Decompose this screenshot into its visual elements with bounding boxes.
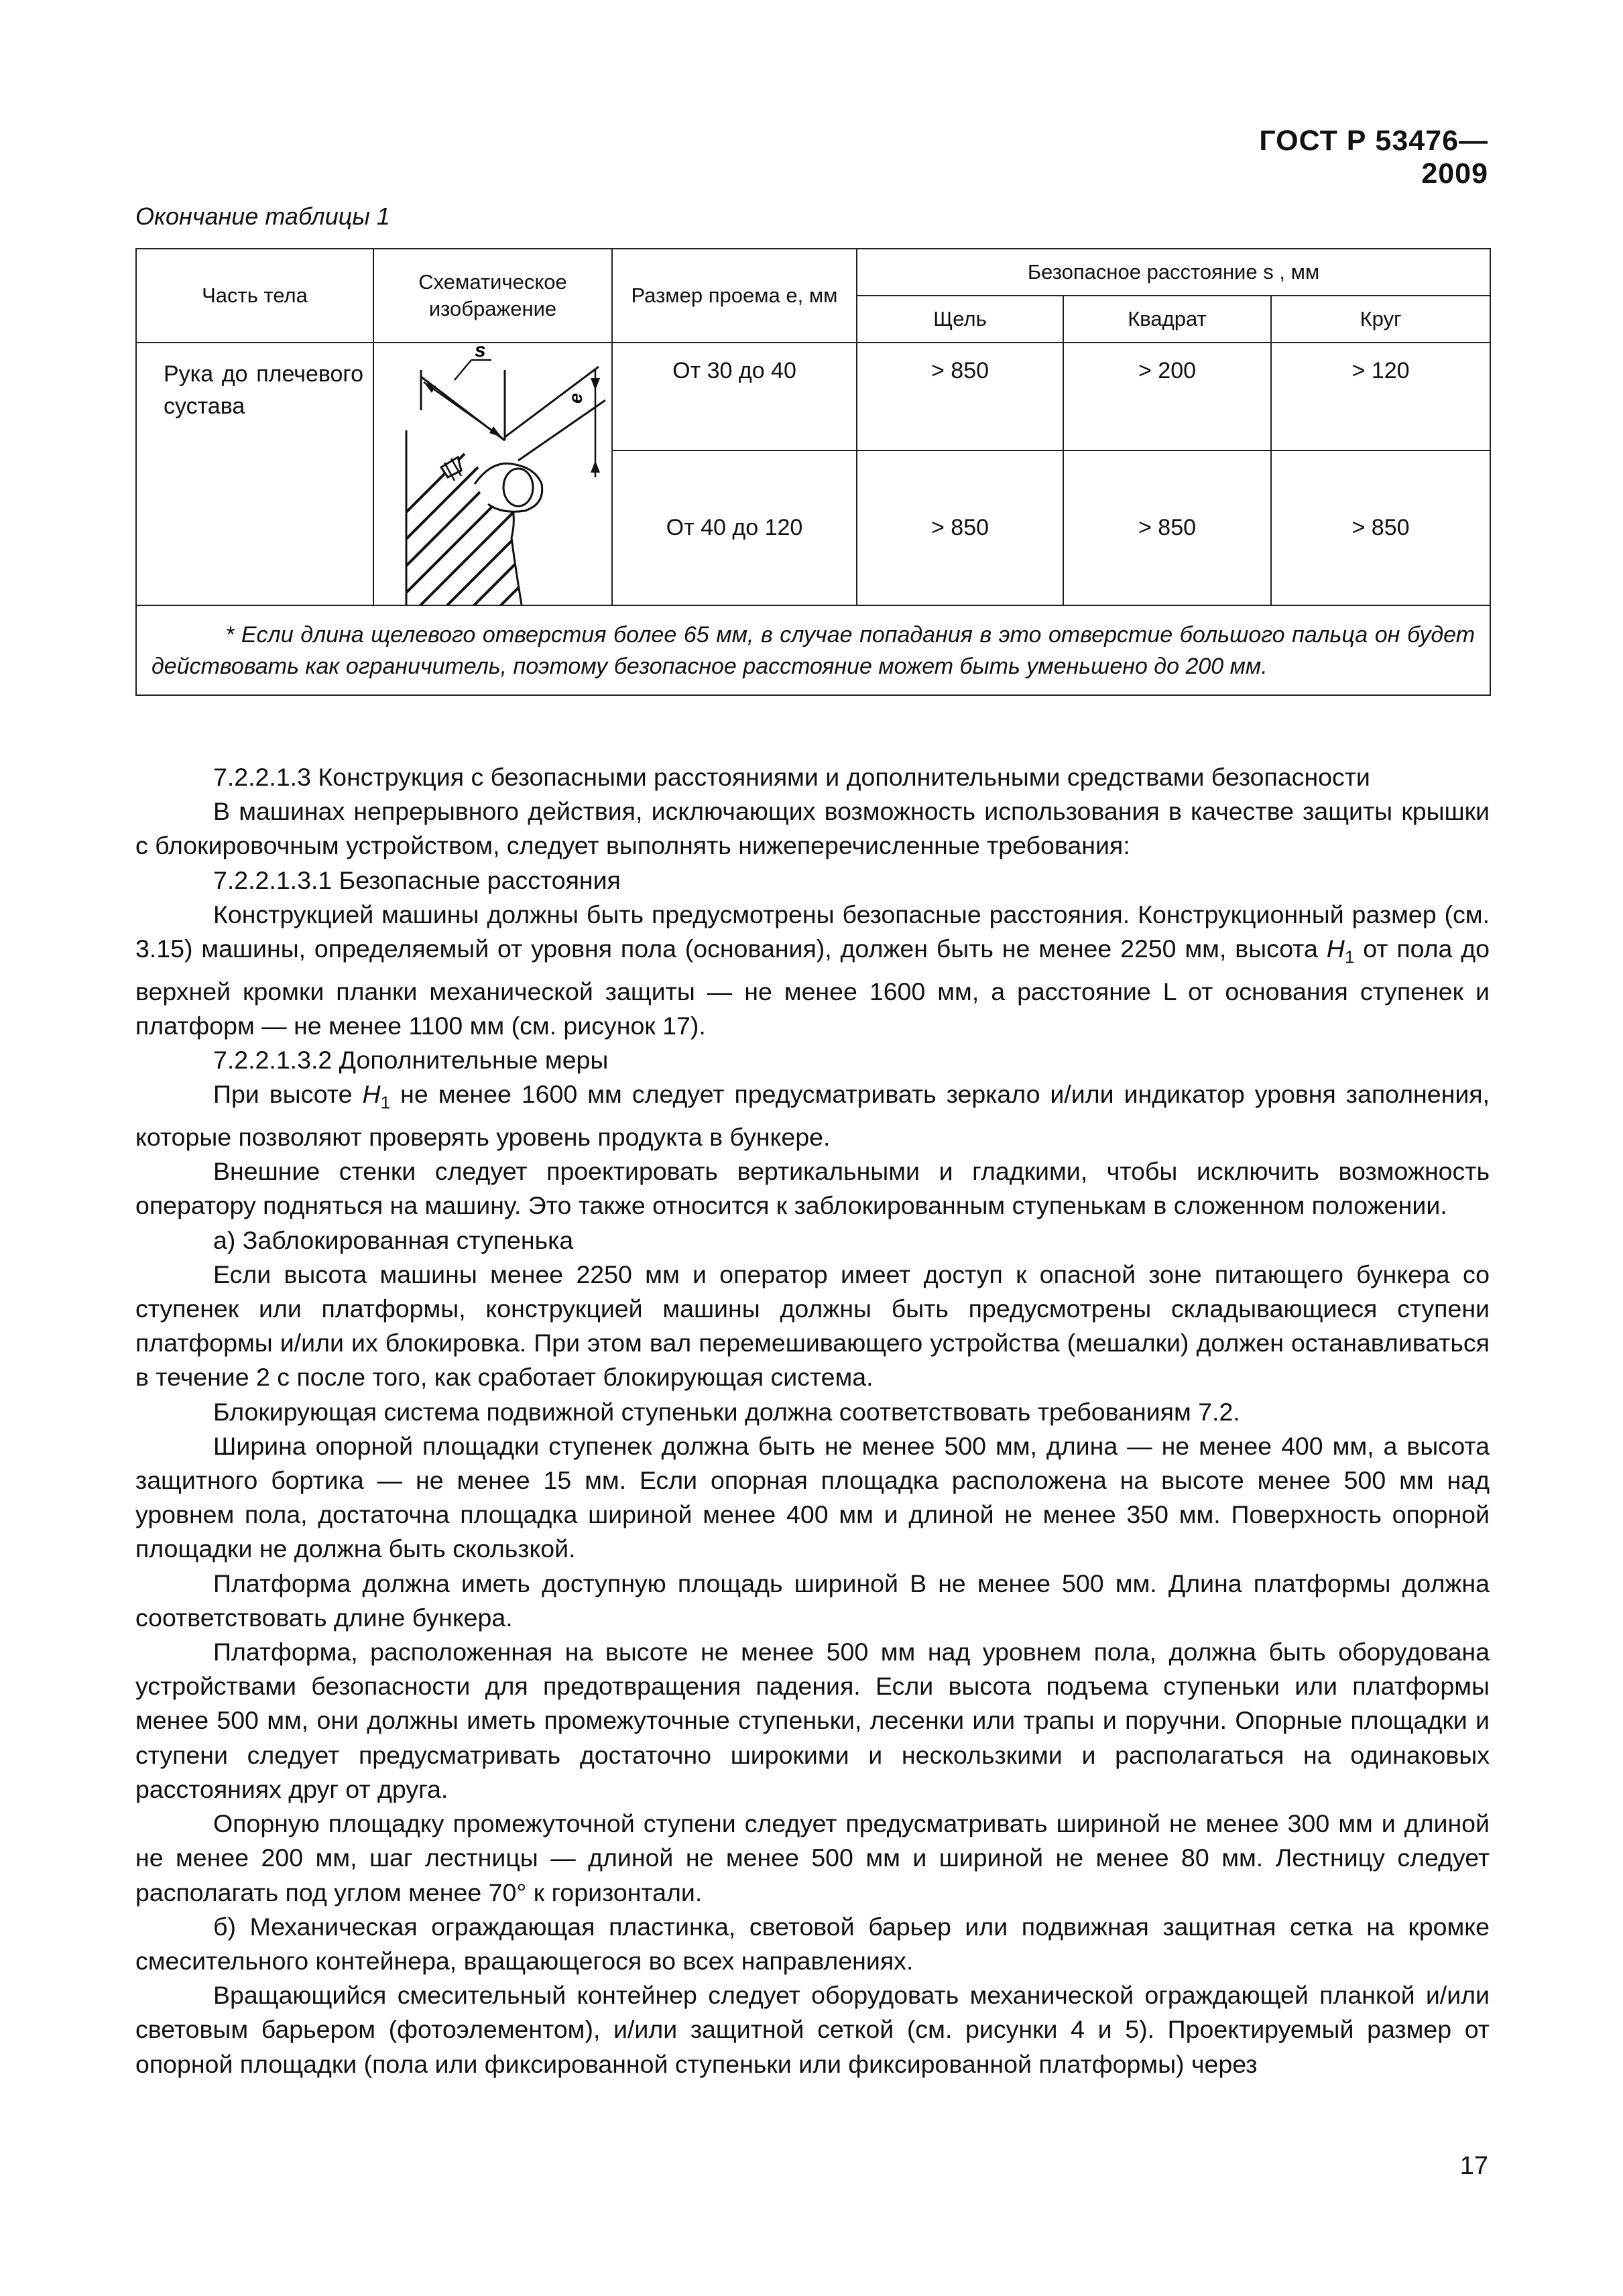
row2-square: > 850 bbox=[1063, 450, 1271, 605]
paragraph: 7.2.2.1.3.2 Дополнительные меры bbox=[213, 1046, 609, 1075]
table-caption: Окончание таблицы 1 bbox=[135, 202, 390, 230]
paragraph: В машинах непрерывного действия, исключающих возможность использования в качестве защиты крышки с блокировочным устройством, следует выполнять нижеперечисленные требования: bbox=[135, 797, 1490, 860]
schematic-cell bbox=[373, 343, 612, 605]
body-part-text: Рука до плечевого сустава bbox=[164, 361, 363, 419]
label-e: e bbox=[565, 393, 586, 404]
paragraph: а) Заблокированная ступенька bbox=[213, 1225, 574, 1254]
paragraph: Вращающийся смесительный контейнер следует оборудовать механической ограждающей планкой и/или световым барьером (фотоэлементом), и/или защитной сеткой (см. рисунки 4 и 5). Проектируемый размер от опорной площадки (пола или фиксированной ступеньки или фиксированной платформы) через bbox=[135, 1981, 1490, 2078]
row2-circle: > 850 bbox=[1271, 450, 1490, 605]
paragraph: Если высота машины менее 2250 мм и оператор имеет доступ к опасной зоне питающего бункера со ступенек или платформы, конструкцией машины должны быть предусмотрены складывающиеся ступени платформы и/или их блокировка. При этом вал перемешивающего устройства (мешалки) должен останавливаться в течение 2 с после того, как сработает блокирующая система. bbox=[135, 1260, 1490, 1392]
row2-opening: От 40 до 120 bbox=[612, 450, 857, 605]
header-schematic: Схематическое изображение bbox=[373, 249, 612, 343]
row1-slot: > 850 bbox=[857, 343, 1063, 450]
row2-slot: > 850 bbox=[857, 450, 1063, 605]
paragraph: 7.2.2.1.3 Конструкция с безопасными расстояниями и дополнительными средствами безопасности bbox=[213, 763, 1370, 791]
page-number: 17 bbox=[1459, 2152, 1488, 2180]
header-circle: Круг bbox=[1271, 296, 1490, 343]
header-safety-distance: Безопасное расстояние s , мм bbox=[857, 249, 1490, 296]
row1-circle: > 120 bbox=[1271, 343, 1490, 450]
label-s: s bbox=[475, 343, 486, 361]
body-text bbox=[135, 760, 1490, 2081]
row1-square: > 200 bbox=[1063, 343, 1271, 450]
paragraph: Платформа должна иметь доступную площадь шириной B не менее 500 мм. Длина платформы должна соответствовать длине бункера. bbox=[135, 1569, 1490, 1632]
row1-opening: От 30 до 40 bbox=[612, 343, 857, 450]
paragraph: Ширина опорной площадки ступенек должна быть не менее 500 мм, длина — не менее 400 мм, а высота защитного бортика — не менее 15 мм. Если опорная площадка расположена на высоте менее 500 мм над уровнем пола, достаточна площадка шириной менее 400 мм и длиной не менее 350 мм. Поверхность опорной площадки не должна быть скользкой. bbox=[135, 1431, 1490, 1563]
paragraph: Блокирующая система подвижной ступеньки должна соответствовать требованиям 7.2. bbox=[213, 1397, 1240, 1426]
paragraph: Платформа, расположенная на высоте не менее 500 мм над уровнем пола, должна быть оборудована устройствами безопасности для предотвращения падения. Если высота подъема ступеньки или платформы менее 500 мм, они должны иметь промежуточные ступеньки, лесенки или трапы и поручни. Опорные площадки и ступени следует предусматривать достаточно широкими и нескользкими и располагаться на одинаковых расстояниях друг от друга. bbox=[135, 1638, 1490, 1803]
paragraph: б) Механическая ограждающая пластинка, световой барьер или подвижная защитная сетка на кромке смесительного контейнера, вращающегося во всех направлениях. bbox=[135, 1912, 1490, 1975]
paragraph: 7.2.2.1.3.1 Безопасные расстояния bbox=[213, 865, 621, 894]
table-footnote bbox=[136, 605, 1490, 695]
paragraph: Конструкцией машины должны быть предусмотрены безопасные расстояния. Конструкционный размер (см. 3.15) машины, определяемый от уровня пола (основания), должен быть не менее 2250 мм, высота $H_1$ от пола до верхней кромки планки механической защиты — не менее 1600 мм, а расстояние L от основания ступенек и платформ — не менее 1100 мм (см. рисунок 17). bbox=[135, 900, 1490, 1040]
safety-distance-table bbox=[135, 248, 1491, 696]
header-slot: Щель bbox=[857, 296, 1063, 343]
header-square: Квадрат bbox=[1063, 296, 1271, 343]
footnote-text: * Если длина щелевого отверстия более 65 мм, в случае попадания в это отверстие большого пальца он будет действовать как ограничитель, поэтому безопасное расстояние может быть уменьшено до 200 мм. bbox=[152, 622, 1476, 679]
body-part-cell bbox=[136, 343, 373, 605]
header-opening-size: Размер проема e, мм bbox=[612, 249, 857, 343]
arm-reach-schematic bbox=[374, 343, 613, 605]
paragraph: При высоте $H_1$ не менее 1600 мм следует предусматривать зеркало и/или индикатор уровня заполнения, которые позволяют проверять уровень продукта в бункере. bbox=[135, 1080, 1490, 1152]
standard-designation: ГОСТ Р 53476—2009 bbox=[1259, 125, 1488, 190]
paragraph: Внешние стенки следует проектировать вертикальными и гладкими, чтобы исключить возможность оператору подняться на машину. Это также относится к заблокированным ступенькам в сложенном положении. bbox=[135, 1157, 1490, 1220]
paragraph: Опорную площадку промежуточной ступени следует предусматривать шириной не менее 300 мм и длиной не менее 200 мм, шаг лестницы — длиной не менее 500 мм и шириной не менее 80 мм. Лестницу следует располагать под углом менее 70° к горизонтали. bbox=[135, 1809, 1490, 1907]
header-body-part: Часть тела bbox=[136, 249, 373, 343]
